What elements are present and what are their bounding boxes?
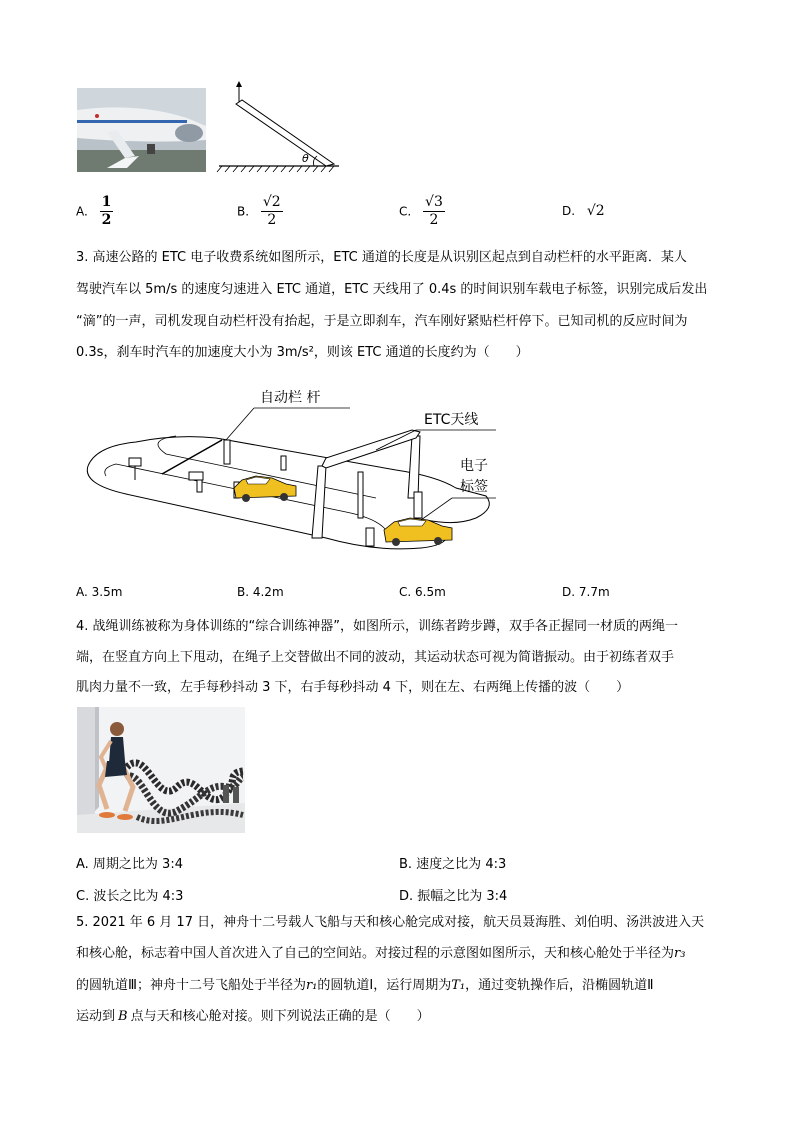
q3-text-line-2: 驾驶汽车以 5m/s 的速度匀速进入 ETC 通道，ETC 天线用了 0.4s 的时间识别车载电子标签，识别完成后发出 — [76, 282, 708, 297]
r3-symbol: r₃ — [674, 946, 686, 961]
q2-option-a[interactable]: A. $\frac{1}{2}$ — [76, 194, 112, 228]
q2-option-c[interactable]: C. $\frac{√3}{2}$ — [399, 194, 443, 228]
antenna-label: ETC天线 — [424, 412, 479, 428]
q3-option-d[interactable]: D. 7.7m — [562, 585, 610, 599]
inclined-plane-diagram — [214, 80, 344, 176]
q4-option-c[interactable]: C. 波长之比为 4:3 — [76, 889, 184, 904]
q5-text-line-3: 的圆轨道Ⅲ；神舟十二号飞船处于半径为r₁的圆轨道Ⅰ，运行周期为T₁，通过变轨操作后，沿椭圆轨道Ⅱ — [76, 978, 654, 993]
r1-symbol: r₁ — [305, 978, 318, 993]
battle-rope-illustration — [77, 707, 245, 833]
q3-option-b[interactable]: B. 4.2m — [237, 585, 284, 599]
barrier-label: 自动栏 杆 — [260, 390, 321, 406]
q2-option-d[interactable]: D. √2 — [562, 203, 605, 219]
point-b-symbol: B — [118, 1009, 128, 1024]
q4-text-line-1: 4. 战绳训练被称为身体训练的“综合训练神器”，如图所示，训练者跨步蹲，双手各正握同一材质的两绳一 — [76, 619, 679, 634]
q4-option-a[interactable]: A. 周期之比为 3:4 — [76, 857, 183, 872]
q3-option-a[interactable]: A. 3.5m — [76, 585, 123, 599]
airplane-slide-photo — [77, 88, 206, 172]
q2-option-b[interactable]: B. $\frac{√2}{2}$ — [237, 194, 281, 228]
q4-option-b[interactable]: B. 速度之比为 4:3 — [399, 857, 507, 872]
q4-text-line-3: 肌肉力量不一致，左手每秒抖动 3 下，右手每秒抖动 4 下，则在左、右两绳上传播的波（ ） — [76, 680, 630, 695]
q4-text-line-2: 端，在竖直方向上下甩动，在绳子上交替做出不同的波动，其运动状态可视为简谐振动。由于初练者双手 — [76, 650, 675, 665]
tag-label-line1: 电子 — [460, 458, 488, 474]
q3-text-line-1: 3. 高速公路的 ETC 电子收费系统如图所示，ETC 通道的长度是从识别区起点到自动栏杆的水平距离．某人 — [76, 250, 687, 265]
q5-text-line-4: 运动到 B 点与天和核心舱对接。则下列说法正确的是（ ） — [76, 1009, 430, 1024]
q5-text-line-1: 5. 2021 年 6 月 17 日，神舟十二号载人飞船与天和核心舱完成对接，航天员聂海胜、刘伯明、汤洪波进入天 — [76, 915, 705, 930]
tag-label-line2: 标签 — [460, 479, 488, 495]
angle-theta-label: θ — [302, 152, 309, 165]
q4-option-d[interactable]: D. 振幅之比为 3:4 — [399, 889, 508, 904]
q3-text-line-3: “滴”的一声，司机发现自动栏杆没有抬起，于是立即刹车，汽车刚好紧贴栏杆停下。已知司机的反应时间为 — [76, 314, 688, 329]
q3-option-c[interactable]: C. 6.5m — [399, 585, 446, 599]
q5-text-line-2: 和核心舱，标志着中国人首次进入了自己的空间站。对接过程的示意图如图所示，天和核心舱处于半径为r₃ — [76, 946, 686, 961]
q3-text-line-4: 0.3s，刹车时汽车的加速度大小为 3m/s²，则该 ETC 通道的长度约为（ ） — [76, 345, 529, 360]
etc-lane-diagram — [76, 380, 506, 570]
t1-symbol: T₁ — [451, 978, 466, 993]
